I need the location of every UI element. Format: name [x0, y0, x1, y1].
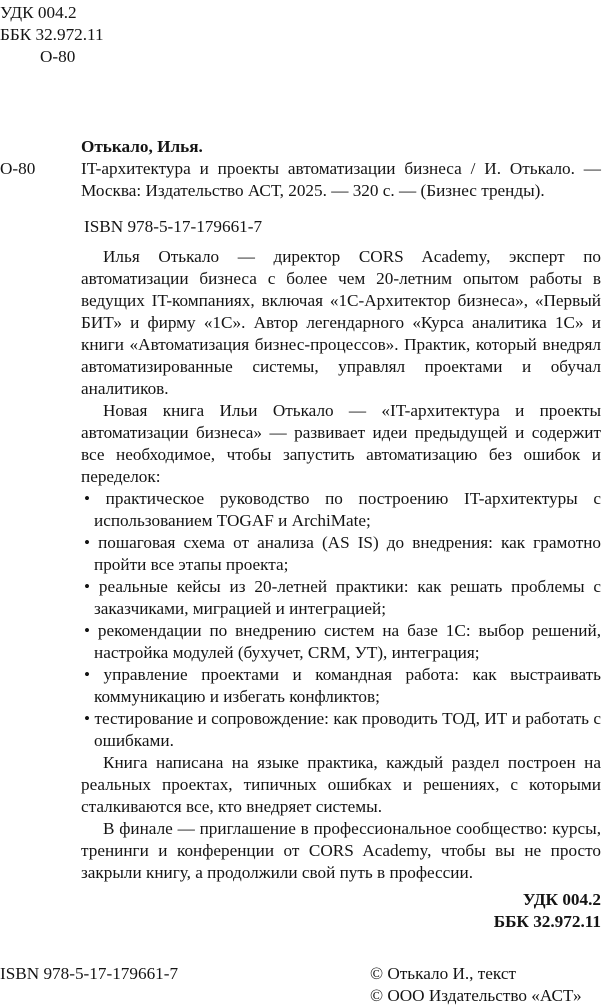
list-item: • практическое руководство по построению IT-архитектуры с использованием TOGAF и ArchiMate;: [84, 489, 601, 530]
bibliographic-description: IT-архитектура и проекты автоматизации бизнеса / И. Отькало. — Москва: Издательство АСТ, 2025. — 320 с. — (Бизнес тренды).: [81, 159, 601, 200]
list-item: • реальные кейсы из 20-летней практики: как решать проблемы с заказчиками, миграцией и интеграцией;: [84, 577, 601, 618]
annotation-paragraph: Илья Отькало — директор CORS Academy, эксперт по автоматизации бизнеса с более чем 20-летним опытом работы в ведущих IT-компаниях, включая «1С-Архитектор бизнеса», «Первый БИТ» и фирму «1С». Автор легендарного «Курса аналитика 1С» и книги «Автоматизация бизнес-процессов». Практик, который внедрял автоматизированные системы, управлял проектами и обучал аналитиков.: [81, 247, 601, 398]
feature-list: [81, 488, 601, 752]
author-name: Отькало, Илья.: [81, 137, 203, 156]
copyright-block: [370, 963, 582, 1007]
list-item: • управление проектами и командная работа: как выстраивать коммуникацию и избегать конфликтов;: [84, 665, 601, 706]
udk-code: УДК 004.2: [0, 3, 77, 22]
udk-code: УДК 004.2: [522, 890, 601, 909]
bbk-code: ББК 32.972.11: [493, 912, 601, 931]
list-item: • тестирование и сопровождение: как проводить ТОД, ИТ и работать с ошибками.: [84, 709, 601, 750]
copyright-text: © Отькало И., текст: [370, 964, 516, 983]
annotation: [81, 246, 601, 884]
author-mark: О-80: [40, 47, 76, 66]
bbk-code: ББК 32.972.11: [0, 25, 104, 44]
classification-codes-footer: [81, 889, 601, 933]
classification-codes: [0, 2, 104, 68]
copyright-publisher: © ООО Издательство «АСТ»: [370, 986, 582, 1005]
footer-isbn: ISBN 978-5-17-179661-7: [0, 964, 179, 983]
author-mark-side: О-80: [0, 159, 36, 178]
annotation-paragraph: В финале — приглашение в профессиональное сообщество: курсы, тренинги и конференции от CORS Academy, чтобы вы не просто закрыли книгу, а продолжили свой путь в профессии.: [81, 819, 601, 882]
list-item: • рекомендации по внедрению систем на базе 1С: выбор решений, настройка модулей (бухучет, CRM, УТ), интеграция;: [84, 621, 601, 662]
annotation-paragraph: Новая книга Ильи Отькало — «IT-архитектура и проекты автоматизации бизнеса» — развивает идеи предыдущей и содержит все необходимое, чтобы запустить автоматизацию без ошибок и переделок:: [81, 401, 601, 486]
list-item: • пошаговая схема от анализа (AS IS) до внедрения: как грамотно пройти все этапы проекта;: [84, 533, 601, 574]
catalog-record: [81, 136, 601, 933]
annotation-paragraph: Книга написана на языке практика, каждый раздел построен на реальных проектах, типичных ошибках и решениях, с которыми сталкиваются все, кто внедряет системы.: [81, 753, 601, 816]
isbn: ISBN 978-5-17-179661-7: [84, 217, 263, 236]
